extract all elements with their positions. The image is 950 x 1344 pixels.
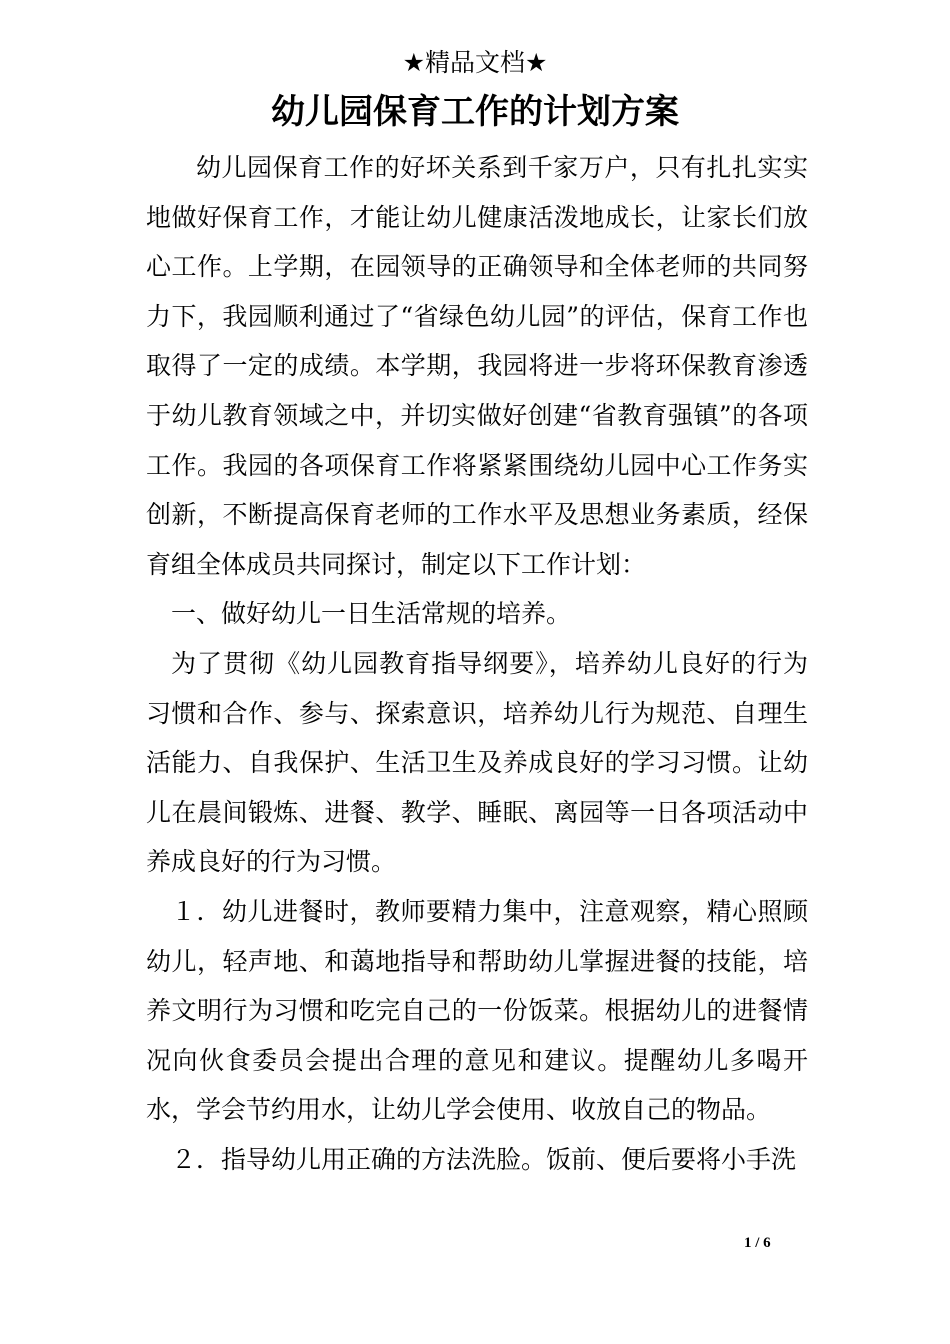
document-body xyxy=(146,143,808,1184)
paragraph-intro: 幼儿园保育工作的好坏关系到千家万户，只有扎扎实实地做好保育工作，才能让幼儿健康活泼地成长，让家长们放心工作。上学期，在园领导的正确领导和全体老师的共同努力下，我园顺利通过了“省绿色幼儿园”的评估，保育工作也取得了一定的成绩。本学期，我园将进一步将环保教育渗透于幼儿教育领域之中，并切实做好创建“省教育强镇”的各项工作。我园的各项保育工作将紧紧围绕幼儿园中心工作务实创新，不断提高保育老师的工作水平及思想业务素质，经保育组全体成员共同探讨，制定以下工作计划： xyxy=(146,153,808,579)
document-title: 幼儿园保育工作的计划方案 xyxy=(271,92,679,132)
list-item-2: ２．指导幼儿用正确的方法洗脸。饭前、便后要将小手洗 xyxy=(171,1144,797,1174)
header-tag: ★精品文档★ xyxy=(402,48,548,77)
page-number: 1 / 6 xyxy=(744,1235,771,1251)
section-heading-1: 一、做好幼儿一日生活常规的培养。 xyxy=(171,599,572,629)
list-item-1: １．幼儿进餐时，教师要精力集中，注意观察，精心照顾幼儿，轻声地、和蔼地指导和帮助幼儿掌握进餐的技能，培养文明行为习惯和吃完自己的一份饭菜。根据幼儿的进餐情况向伙食委员会提出合理的意见和建议。提醒幼儿多喝开水，学会节约用水，让幼儿学会使用、收放自己的物品。 xyxy=(146,896,808,1125)
paragraph-section-1: 为了贯彻《幼儿园教育指导纲要》，培养幼儿良好的行为习惯和合作、参与、探索意识，培养幼儿行为规范、自理生活能力、自我保护、生活卫生及养成良好的学习习惯。让幼儿在晨间锻炼、进餐、教学、睡眠、离园等一日各项活动中养成良好的行为习惯。 xyxy=(146,648,808,877)
